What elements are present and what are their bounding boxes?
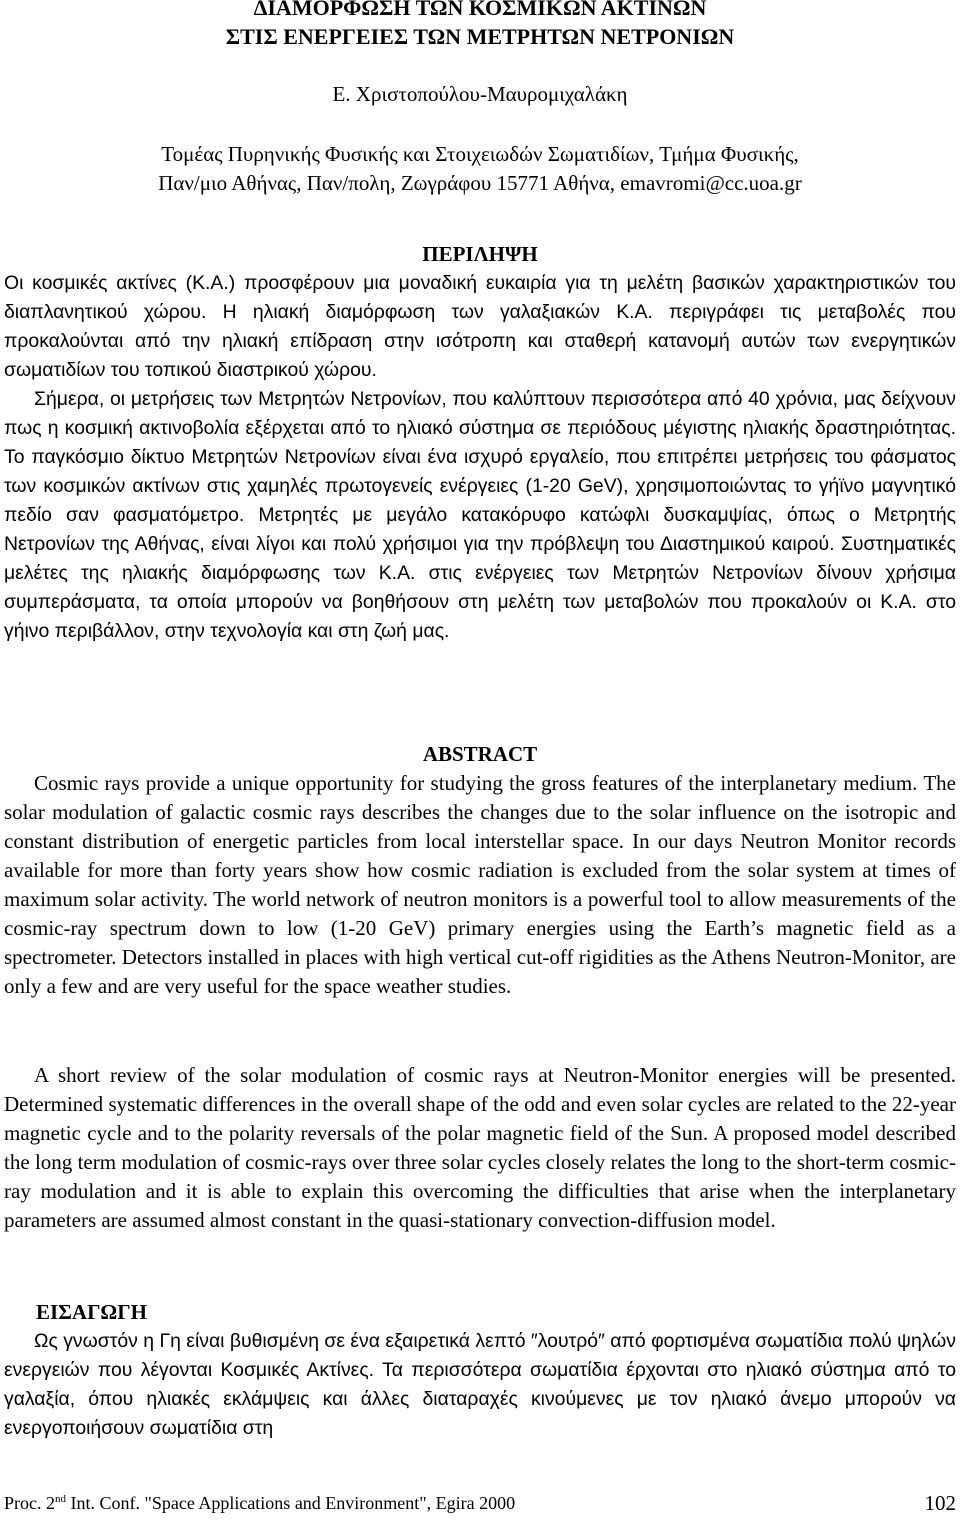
introduction-heading: ΕΙΣΑΓΩΓΗ bbox=[36, 1300, 147, 1324]
title-line-2: ΣΤΙΣ ΕΝΕΡΓΕΙΕΣ ΤΩΝ ΜΕΤΡΗΤΩΝ ΝΕΤΡΟΝΙΩΝ bbox=[225, 24, 735, 49]
english-abstract-paragraph-2: A short review of the solar modulation of cosmic rays at Neutron-Monitor energies will be presented. Determined systematic differences in the overall shape of the odd and even solar cycles are related to the 22-year magnetic cycle and to the polarity reversals of the polar magnetic field of the Sun. A proposed model described the long term modulation of cosmic-rays over three solar cycles closely relates the long to the short-term cosmic-ray modulation and it is able to explain this overcoming the difficulties that arise when the interplanetary parameters are assumed almost constant in the quasi-stationary convection-diffusion model. bbox=[4, 1063, 956, 1232]
introduction-paragraph-1: Ως γνωστόν η Γη είναι βυθισμένη σε ένα εξαιρετικά λεπτό ″λουτρό″ από φορτισμένα σωματίδια πολύ ψηλών ενεργειών που λέγονται Κοσμικές Ακτίνες. Τα περισσότερα σωματίδια έρχονται στο ηλιακό σύστημα από το γαλαξία, όπου ηλιακές εκλάμψεις και άλλες διαταραχές κινούμενες με τον ηλιακό άνεμο μπορούν να ενεργοποιήσουν σωματίδια στη bbox=[4, 1330, 956, 1439]
footer-citation bbox=[4, 1487, 515, 1515]
greek-abstract-paragraph-1: Οι κοσμικές ακτίνες (Κ.Α.) προσφέρουν μια μοναδική ευκαιρία για τη μελέτη βασικών χαρακτηριστικών του διαπλανητικού χώρου. Η ηλιακή διαμόρφωση των γαλαξιακών Κ.Α. περιγράφει τις μεταβολές που προκαλούνται από την ηλιακή επίδραση στην ισότροπη και σταθερή κατανομή αυτών των ενεργητικών σωματιδίων του τοπικού διαστρικού χώρου. bbox=[4, 272, 956, 381]
english-abstract-paragraph-1: Cosmic rays provide a unique opportunity for studying the gross features of the interplanetary medium. The solar modulation of galactic cosmic rays describes the changes due to the solar influence on the isotropic and constant distribution of energetic particles from local interstellar space. In our days Neutron Monitor records available for more than forty years show how cosmic radiation is excluded from the solar system at times of maximum solar activity. The world network of neutron monitors is a powerful tool to allow measurements of the cosmic-ray spectrum down to low (1-20 GeV) primary energies using the Earth’s magnetic field as a spectrometer. Detectors installed in places with high vertical cut-off rigidities as the Athens Neutron-Monitor, are only a few and are very useful for the space weather studies. bbox=[4, 771, 956, 998]
footer-proc-prefix: Proc. 2 bbox=[4, 1493, 55, 1513]
affiliation-line-1: Τομέας Πυρηνικής Φυσικής και Στοιχειωδών Σωματιδίων, Τμήμα Φυσικής, bbox=[161, 142, 799, 166]
page-number: 102 bbox=[924, 1491, 956, 1515]
greek-abstract-heading: ΠΕΡΙΛΗΨΗ bbox=[422, 242, 538, 266]
footer-proc-sup: nd bbox=[55, 1493, 66, 1505]
english-abstract-heading: ABSTRACT bbox=[422, 742, 538, 766]
paper-title bbox=[0, 0, 960, 51]
footer-proc-suffix: Int. Conf. "Space Applications and Environment", Egira 2000 bbox=[66, 1493, 516, 1513]
title-line-1: ΔΙΑΜΟΡΦΩΣΗ ΤΩΝ ΚΟΣΜΙΚΩΝ ΑΚΤΙΝΩΝ bbox=[253, 0, 707, 20]
affiliation-line-2: Παν/μιο Αθήνας, Παν/πολη, Ζωγράφου 15771 Αθήνα, emavromi@cc.uoa.gr bbox=[158, 171, 802, 195]
author-name: Ε. Χριστοπούλου-Μαυρομιχαλάκη bbox=[332, 82, 628, 106]
greek-abstract-paragraph-2: Σήμερα, οι μετρήσεις των Μετρητών Νετρονίων, που καλύπτουν περισσότερα από 40 χρόνια, μας δείχνουν πως η κοσμική ακτινοβολία εξέρχεται από το ηλιακό σύστημα σε περιόδους μέγιστης ηλιακής δραστηριότητας. Το παγκόσμιο δίκτυο Μετρητών Νετρονίων είναι ένα ισχυρό εργαλείο, που επιτρέπει μετρήσεις του φάσματος των κοσμικών ακτίνων στις χαμηλές πρωτογενείς ενέργειες (1-20 GeV), χρησιμοποιώντας το γήϊνο μαγνητικό πεδίο σαν φασματόμετρο. Μετρητές με μεγάλο κατακόρυφο κατώφλι δυσκαμψίας, όπως ο Μετρητής Νετρονίων της Αθήνας, είναι λίγοι και πολύ χρήσιμοι για την πρόβλεψη του Διαστημικού καιρού. Συστηματικές μελέτες της ηλιακής διαμόρφωσης των Κ.Α. στις ενέργειες των Μετρητών Νετρονίων δίνουν χρήσιμα συμπεράσματα, τα οποία μπορούν να βοηθήσουν στη μελέτη των μεταβολών που προκαλούν οι Κ.Α. στο γήινο περιβάλλον, στην τεχνολογία και στη ζωή μας. bbox=[4, 388, 956, 642]
